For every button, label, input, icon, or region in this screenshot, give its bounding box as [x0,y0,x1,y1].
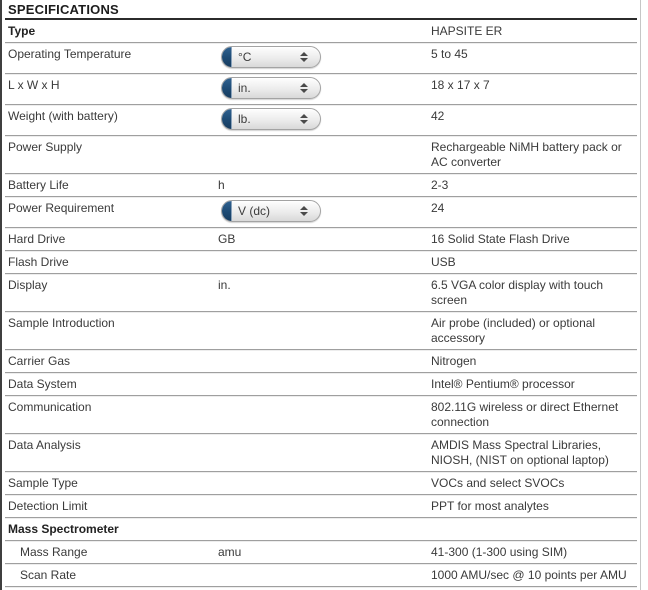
spec-value: 41-300 (1-300 using SIM) [431,545,568,559]
select-updown-icon [300,52,308,62]
spec-value: 5 to 45 [431,47,468,61]
spec-value [427,518,637,540]
spec-unit [215,20,427,42]
table-row-detection-limit [5,495,637,518]
select-value: °C [238,49,252,64]
section-label: Mass Spectrometer [8,522,119,536]
spec-value: HAPSITE ER [431,24,503,38]
unit-select[interactable] [221,46,321,68]
spec-label: Power Requirement [8,201,115,215]
unit-select[interactable] [221,77,321,99]
select-updown-icon [300,83,308,93]
select-accent-bar [222,201,232,221]
spec-value: 18 x 17 x 7 [431,78,490,92]
spec-unit: in. [218,278,231,292]
spec-value: USB [431,255,456,269]
spec-label: Flash Drive [8,255,69,269]
table-row-type [5,20,637,43]
spec-unit [215,495,427,517]
spec-label: Display [8,278,48,292]
select-value: in. [238,80,251,95]
spec-value: 24 [431,201,445,215]
spec-unit [215,251,427,273]
spec-label: Sample Type [8,476,78,490]
unit-select[interactable] [221,200,321,222]
spec-label: Weight (with battery) [8,109,118,123]
table-row-flash-drive [5,251,637,274]
spec-unit [215,373,427,395]
select-value: V (dc) [238,203,271,218]
page-title: SPECIFICATIONS [5,0,637,20]
spec-label: Carrier Gas [8,354,71,368]
table-row-power-supply [5,136,637,174]
spec-label: Scan Rate [20,568,77,582]
spec-value: PPT for most analytes [431,499,549,513]
spec-value: Air probe (included) or optional accessory [431,316,596,345]
spec-unit [215,136,427,173]
table-row-power-requirement [5,197,637,228]
spec-value: 6.5 VGA color display with touch screen [431,278,604,307]
spec-label: Battery Life [8,178,69,192]
spec-unit [215,472,427,494]
table-row-scan-rate [5,564,637,587]
table-row-sample-type [5,472,637,495]
spec-value: 1000 AMU/sec @ 10 points per AMU [431,568,627,582]
select-accent-bar [222,78,232,98]
spec-value: VOCs and select SVOCs [431,476,565,490]
table-row-mass-range [5,541,637,564]
spec-value: 802.11G wireless or direct Ethernet connection [431,400,619,429]
spec-unit: GB [218,232,236,246]
spec-value: Rechargeable NiMH battery pack or AC converter [431,140,622,169]
spec-label: Data Analysis [8,438,81,452]
table-row-battery-life [5,174,637,197]
select-accent-bar [222,47,232,67]
spec-value: 42 [431,109,445,123]
spec-label: L x W x H [8,78,60,92]
spec-unit [215,434,427,471]
table-row-communication [5,396,637,434]
spec-value: Nitrogen [431,354,477,368]
spec-unit [215,396,427,433]
select-accent-bar [222,109,232,129]
spec-label: Communication [8,400,92,414]
unit-select[interactable] [221,108,321,130]
table-row-weight [5,105,637,136]
table-row-lwh [5,74,637,105]
select-updown-icon [300,114,308,124]
spec-label: Sample Introduction [8,316,115,330]
spec-unit: amu [218,545,242,559]
spec-value: Intel® Pentium® processor [431,377,575,391]
table-row-operating-temperature [5,43,637,74]
table-row-display [5,274,637,312]
table-row-data-system [5,373,637,396]
table-row-hard-drive [5,228,637,251]
spec-label: Detection Limit [8,499,88,513]
select-value: lb. [238,111,251,126]
table-row-data-analysis [5,434,637,472]
spec-value: 16 Solid State Flash Drive [431,232,570,246]
select-updown-icon [300,206,308,216]
spec-value: 2-3 [431,178,449,192]
spec-unit [215,350,427,372]
spec-label: Mass Range [20,545,88,559]
spec-label: Hard Drive [8,232,66,246]
spec-label: Type [8,24,36,38]
spec-unit [215,518,427,540]
spec-label: Operating Temperature [8,47,132,61]
spec-label: Data System [8,377,77,391]
spec-value: AMDIS Mass Spectral Libraries, NIOSH, (NIST on optional laptop) [431,438,609,467]
spec-unit [215,564,427,586]
spec-label: Power Supply [8,140,83,154]
table-row-carrier-gas [5,350,637,373]
spec-unit [215,312,427,349]
table-row-mass-spectrometer [5,518,637,541]
spec-unit: h [218,178,225,192]
table-row-sample-introduction [5,312,637,350]
